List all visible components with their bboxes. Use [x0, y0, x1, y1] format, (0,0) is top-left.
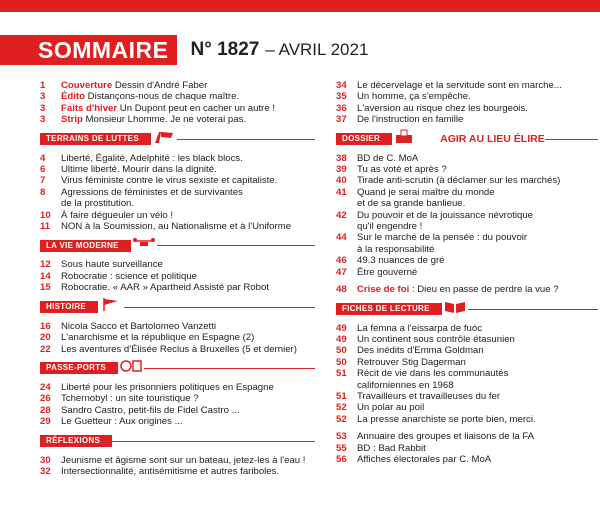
- entry-text: [357, 198, 598, 209]
- page-number: [40, 198, 61, 209]
- page-number: 11: [40, 221, 51, 233]
- toc-entry[interactable]: [40, 91, 315, 102]
- entry-title: Monsieur Lhomme. Je ne voterai pas.: [82, 114, 247, 126]
- page-number: 32: [40, 465, 51, 477]
- passport-stamp-icon: [118, 358, 144, 378]
- entry-text: [61, 393, 315, 404]
- toc-entry[interactable]: [40, 382, 315, 393]
- section-header: [40, 434, 315, 449]
- entry-title: qu'il engendre !: [357, 221, 423, 233]
- toc-entry[interactable]: [336, 454, 598, 465]
- section-label: HISTOIRE: [40, 301, 98, 313]
- page-number: 1: [40, 80, 46, 91]
- right-column: [336, 80, 598, 465]
- page-number: 46: [336, 255, 347, 267]
- page-number: [336, 244, 357, 255]
- toc-entry[interactable]: [40, 80, 315, 91]
- page-title: SOMMAIRE: [0, 35, 177, 65]
- entry-text: [357, 153, 598, 164]
- page-number: 35: [336, 91, 347, 103]
- entry-text: [357, 334, 598, 345]
- entry-text: [357, 255, 598, 266]
- entry-title: BD de C. MoA: [357, 152, 419, 164]
- entry-text: [61, 416, 315, 427]
- section-header: [336, 132, 598, 147]
- section-rule: [112, 441, 315, 442]
- page-number: 51: [336, 390, 347, 402]
- toc-entry[interactable]: [336, 402, 598, 413]
- entry-text: [61, 271, 315, 282]
- page-number: 51: [336, 368, 347, 380]
- toc-entry[interactable]: [336, 164, 598, 175]
- page-number: 10: [40, 209, 51, 221]
- entry-text: [357, 443, 598, 454]
- entry-title: de la prostitution.: [61, 198, 135, 210]
- entry-text: [61, 455, 315, 466]
- entry-text: [61, 382, 315, 393]
- section-label: FICHES DE LECTURE: [336, 303, 442, 315]
- entry-title: Sur le marché de la pensée : du pouvoir: [357, 232, 528, 244]
- toc-entry[interactable]: [336, 391, 598, 402]
- page-number: 34: [336, 80, 347, 91]
- entry-title: et de sa grande banlieue.: [357, 198, 466, 210]
- toc-entry[interactable]: [40, 259, 315, 270]
- toc-entry[interactable]: [40, 405, 315, 416]
- toc-entry[interactable]: [40, 153, 315, 164]
- entry-text: [61, 153, 315, 164]
- page-number: 28: [40, 404, 51, 416]
- entry-title: NON à la Soumission, au Nationalisme et à l'Uniforme: [61, 221, 292, 233]
- entry-title: Les aventures d'Élisée Reclus à Bruxelles (5 et dernier): [61, 343, 297, 355]
- entry-text: [61, 321, 315, 332]
- toc-entry[interactable]: [336, 431, 598, 442]
- entry-title: Dessin d'André Faber: [112, 80, 208, 91]
- entry-text: [357, 103, 598, 114]
- dossier-title: AGIR AU LIEU ÉLIRE: [440, 133, 545, 146]
- toc-entry[interactable]: [40, 114, 315, 125]
- toc-entry[interactable]: [336, 210, 598, 221]
- toc-entry[interactable]: [336, 267, 598, 278]
- entry-highlight: Strip: [61, 114, 83, 126]
- entry-text: [357, 380, 598, 391]
- drone-icon: [131, 236, 157, 256]
- toc-entry[interactable]: [40, 221, 315, 232]
- entry-title: BD : Bad Rabbit: [357, 442, 426, 454]
- entry-text: [61, 80, 315, 91]
- entry-title: Quand je serai maître du monde: [357, 186, 495, 198]
- entry-title: La femna a l'eissarpa de fuóc: [357, 322, 483, 334]
- section-label: PASSE-PORTS: [40, 362, 118, 374]
- toc-entry[interactable]: [336, 380, 598, 391]
- entry-highlight: Crise de foi: [357, 284, 410, 296]
- entry-text: [61, 466, 315, 477]
- toc-entry[interactable]: [40, 455, 315, 466]
- left-column: [40, 80, 315, 477]
- page-number: 50: [336, 345, 347, 357]
- entry-text: [357, 323, 598, 334]
- section-header: [40, 300, 315, 315]
- page-number: 55: [336, 442, 347, 454]
- entry-title: Robocratie. « AAR » Apartheid Assisté par Robot: [61, 282, 269, 294]
- toc-entry[interactable]: [336, 323, 598, 334]
- top-red-bar: [0, 0, 600, 12]
- entry-title: 49.3 nuances de gré: [357, 255, 445, 267]
- toc-entry[interactable]: [336, 255, 598, 266]
- section-label: LA VIE MODERNE: [40, 240, 131, 252]
- page-number: 50: [336, 356, 347, 368]
- toc-entry[interactable]: [336, 334, 598, 345]
- toc-entry[interactable]: [40, 175, 315, 186]
- page-number: 14: [40, 270, 51, 282]
- entry-text: [61, 282, 315, 293]
- toc-entry[interactable]: [336, 187, 598, 198]
- section-rule: [144, 368, 315, 369]
- section-header: [40, 238, 315, 253]
- entry-text: [61, 198, 315, 209]
- section-rule: [177, 139, 315, 140]
- entry-text: [357, 80, 598, 91]
- toc-entry[interactable]: [40, 393, 315, 404]
- toc-entry[interactable]: [336, 221, 598, 232]
- entry-text: [357, 244, 598, 255]
- entry-title: Travailleurs et travailleuses du fer: [357, 390, 501, 402]
- entry-title: Nicola Sacco et Bartolomeo Vanzetti: [61, 320, 216, 332]
- entry-title: Distançons-nous de chaque maître.: [84, 91, 240, 103]
- toc-entry[interactable]: [40, 321, 315, 332]
- page-number: 4: [40, 152, 46, 164]
- entry-text: [61, 210, 315, 221]
- page-number: 36: [336, 102, 347, 114]
- entry-highlight: Couverture: [61, 80, 113, 91]
- entry-title: Sous haute surveillance: [61, 259, 163, 271]
- section-label: RÉFLEXIONS: [40, 435, 112, 447]
- page-number: 44: [336, 232, 347, 244]
- page-number: 29: [40, 416, 51, 428]
- entry-text: [357, 391, 598, 402]
- entry-title: Tirade anti-scrutin (à déclamer sur les marchés): [357, 175, 561, 187]
- toc-entry[interactable]: [40, 416, 315, 427]
- toc-entry[interactable]: [336, 368, 598, 379]
- page-number: 16: [40, 320, 51, 332]
- entry-text: [357, 164, 598, 175]
- toc-entry[interactable]: [336, 198, 598, 209]
- page-number: 20: [40, 332, 51, 344]
- fist-flag-icon: [151, 129, 177, 149]
- entry-title: Ultime liberté. Mourir dans la dignité.: [61, 164, 217, 176]
- entry-title: californiennes en 1968: [357, 379, 454, 391]
- toc-entry[interactable]: [40, 466, 315, 477]
- entry-title: La presse anarchiste se porte bien, merci.: [357, 413, 536, 425]
- entry-highlight: Édito: [61, 91, 85, 103]
- toc-entry[interactable]: [336, 80, 598, 91]
- section-header: [40, 132, 315, 147]
- page-number: 3: [40, 114, 46, 126]
- entry-text: [357, 368, 598, 379]
- page-number: 48: [336, 284, 347, 296]
- entry-title: Des inédits d'Emma Goldman: [357, 345, 484, 357]
- toc-entry[interactable]: [40, 198, 315, 209]
- entry-text: [357, 175, 598, 186]
- entry-title: Robocratie : science et politique: [61, 270, 197, 282]
- section-header: [336, 302, 598, 317]
- entry-title: L'anarchisme et la république en Espagne (2): [61, 332, 255, 344]
- entry-title: Le Guetteur : Aux origines ...: [61, 416, 183, 428]
- page-number: 39: [336, 164, 347, 176]
- page-number: 3: [40, 102, 46, 114]
- entry-text: [61, 103, 315, 114]
- page-number: 15: [40, 282, 51, 294]
- entry-text: [61, 187, 315, 198]
- entry-text: [357, 267, 598, 278]
- entry-title: Agressions de féministes et de survivantes: [61, 186, 243, 198]
- entry-text: [61, 344, 315, 355]
- entry-text: [357, 454, 598, 465]
- entry-text: [357, 210, 598, 221]
- entry-text: [61, 91, 315, 102]
- entry-text: [357, 114, 598, 125]
- page-number: 26: [40, 393, 51, 405]
- page-number: 40: [336, 175, 347, 187]
- entry-text: [61, 405, 315, 416]
- ballot-box-icon: [392, 129, 418, 149]
- flag-icon: [98, 297, 124, 317]
- toc-entry[interactable]: [336, 284, 598, 295]
- page-number: 30: [40, 454, 51, 466]
- toc-entry[interactable]: [40, 210, 315, 221]
- entry-title: Jeunisme et âgisme sont sur un bateau, jetez-les à l'eau !: [61, 454, 306, 466]
- toc-entry[interactable]: [336, 357, 598, 368]
- toc-entry[interactable]: [336, 153, 598, 164]
- entry-title: Le décervelage et la servitude sont en marche...: [357, 80, 562, 91]
- page-number: 37: [336, 114, 347, 126]
- page-number: 47: [336, 266, 347, 278]
- entry-title: Un Dupont peut en cacher un autre !: [117, 102, 276, 114]
- entry-text: [357, 357, 598, 368]
- entry-title: Retrouver Stig Dagerman: [357, 356, 466, 368]
- page-number: [336, 380, 357, 391]
- entry-title: Un continent sous contrôle étasunien: [357, 333, 515, 345]
- toc-entry[interactable]: [336, 345, 598, 356]
- entry-text: [61, 221, 315, 232]
- entry-highlight: Faits d'hiver: [61, 102, 118, 114]
- page-number: 52: [336, 402, 347, 414]
- page-number: [336, 221, 357, 232]
- page-number: 49: [336, 322, 347, 334]
- entry-title: Liberté pour les prisonniers politiques en Espagne: [61, 381, 274, 393]
- entry-title: À faire dégueuler un vélo !: [61, 209, 174, 221]
- entry-title: Du pouvoir et de la jouissance névrotique: [357, 209, 533, 221]
- page-number: 49: [336, 333, 347, 345]
- page-number: 53: [336, 431, 347, 443]
- page-number: 24: [40, 381, 51, 393]
- toc-entry[interactable]: [336, 114, 598, 125]
- entry-title: L'aversion au risque chez les bourgeois.: [357, 102, 528, 114]
- toc-entry[interactable]: [40, 344, 315, 355]
- entry-text: [357, 91, 598, 102]
- entry-text: [61, 164, 315, 175]
- entry-text: [61, 175, 315, 186]
- entry-title: Sandro Castro, petit-fils de Fidel Castro ...: [61, 404, 240, 416]
- toc-entry[interactable]: [40, 271, 315, 282]
- entry-title: à la responsabilité: [357, 243, 435, 255]
- toc-entry[interactable]: [336, 91, 598, 102]
- entry-title: Intersectionnalité, antisémitisme et autres fariboles.: [61, 465, 280, 477]
- entry-text: [357, 284, 598, 295]
- page-number: 41: [336, 186, 347, 198]
- toc-entry[interactable]: [336, 443, 598, 454]
- entry-title: Être gouverné: [357, 266, 418, 278]
- entry-title: De l'instruction en famille: [357, 114, 464, 126]
- entry-title: Affiches électorales par C. MoA: [357, 453, 492, 465]
- toc-entry[interactable]: [40, 164, 315, 175]
- entry-text: [357, 221, 598, 232]
- toc-entry[interactable]: [40, 103, 315, 114]
- toc-entry[interactable]: [40, 332, 315, 343]
- page-number: 8: [40, 186, 46, 198]
- section-rule: [468, 309, 598, 310]
- entry-title: : Dieu en passe de perdre la vue ?: [409, 284, 559, 296]
- entry-title: Virus féministe contre le virus sexiste et capitaliste.: [61, 175, 278, 187]
- issue-date: – AVRIL 2021: [265, 40, 369, 59]
- page-number: 3: [40, 91, 46, 103]
- section-rule: [124, 307, 315, 308]
- toc-entry[interactable]: [336, 414, 598, 425]
- entry-title: Un polar au poil: [357, 402, 425, 414]
- entry-text: [357, 402, 598, 413]
- book-icon: [442, 299, 468, 319]
- toc-entry[interactable]: [40, 282, 315, 293]
- entry-text: [357, 414, 598, 425]
- page-number: 22: [40, 343, 51, 355]
- page-number: 52: [336, 413, 347, 425]
- toc-entry[interactable]: [336, 244, 598, 255]
- page-number: 42: [336, 209, 347, 221]
- entry-title: Liberté, Égalité, Adelphité : les black blocs.: [61, 152, 243, 164]
- issue-number: N° 1827: [190, 39, 260, 60]
- entry-title: Tchernobyl : un site touristique ?: [61, 393, 199, 405]
- toc-entry[interactable]: [336, 175, 598, 186]
- section-label: DOSSIER: [336, 133, 392, 145]
- toc-entry[interactable]: [336, 232, 598, 243]
- section-label: TERRAINS DE LUTTES: [40, 133, 151, 145]
- page-number: 38: [336, 152, 347, 164]
- entry-title: Un homme, ça s'empêche.: [357, 91, 471, 103]
- section-rule: [157, 245, 315, 246]
- header: [0, 35, 368, 65]
- page-number: 12: [40, 259, 51, 271]
- page-number: 56: [336, 453, 347, 465]
- section-header: [40, 361, 315, 376]
- page-number: 6: [40, 164, 46, 176]
- page-number: [336, 198, 357, 209]
- toc-entry[interactable]: [336, 103, 598, 114]
- entry-text: [357, 431, 598, 442]
- entry-text: [357, 187, 598, 198]
- entry-text: [61, 259, 315, 270]
- entry-title: Récit de vie dans les communautés: [357, 368, 509, 380]
- toc-entry[interactable]: [40, 187, 315, 198]
- page-number: 7: [40, 175, 46, 187]
- entry-title: Tu as voté et après ?: [357, 164, 447, 176]
- entry-title: Annuaire des groupes et liaisons de la FA: [357, 431, 535, 443]
- entry-text: [357, 345, 598, 356]
- entry-text: [357, 232, 598, 243]
- entry-text: [61, 114, 315, 125]
- section-rule: [545, 139, 598, 140]
- entry-text: [61, 332, 315, 343]
